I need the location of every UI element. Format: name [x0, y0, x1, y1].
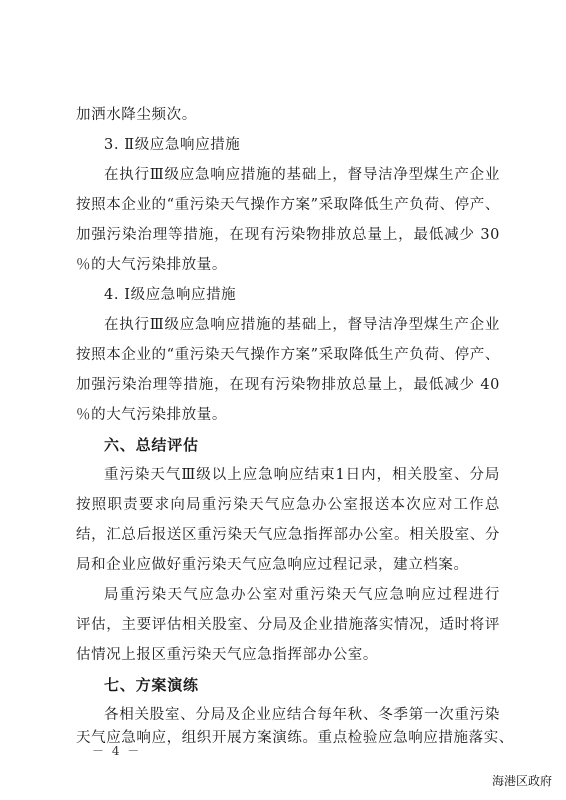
paragraph-line: 按照本企业的“重污染天气操作方案”采取降低生产负荷、停产、 [76, 347, 500, 363]
paragraph-line: 局重污染天气应急办公室对重污染天气应急响应过程进行 [104, 587, 500, 603]
paragraph-line: 加强污染治理等措施，在现有污染物排放总量上，最低减少 40 [76, 377, 500, 393]
section-heading: 六、总结评估 [104, 436, 199, 454]
paragraph-line: 在执行Ⅲ级应急响应措施的基础上，督导洁净型煤生产企业 [104, 167, 500, 183]
paragraph-line: ％的大气污染排放量。 [76, 407, 227, 423]
paragraph-line: 重污染天气Ⅲ级以上应急响应结束1日内，相关股室、分局 [104, 467, 500, 483]
paragraph-line: 各相关股室、分局及企业应结合每年秋、冬季第一次重污染 [104, 707, 500, 723]
paragraph-line: 在执行Ⅲ级应急响应措施的基础上，督导洁净型煤生产企业 [104, 317, 500, 333]
paragraph-line: 按照职责要求向局重污染天气应急办公室报送本次应对工作总 [76, 497, 500, 513]
subsection-heading: 3. Ⅱ级应急响应措施 [104, 137, 241, 153]
page-number: － 4 － [92, 744, 142, 758]
source-watermark: 海港区政府 [491, 774, 552, 788]
paragraph-line: 加洒水降尘频次。 [76, 107, 197, 123]
paragraph-line: 评估，主要评估相关股室、分局及企业措施落实情况，适时将评 [76, 617, 500, 633]
paragraph-line: 局和企业应做好重污染天气应急响应过程记录，建立档案。 [76, 557, 469, 573]
paragraph-line: 估情况上报区重污染天气应急指挥部办公室。 [76, 647, 378, 663]
paragraph-line: ％的大气污染排放量。 [76, 257, 227, 273]
subsection-heading: 4. Ⅰ级应急响应措施 [104, 287, 237, 303]
paragraph-line: 天气应急响应，组织开展方案演练。重点检验应急响应措施落实、 [76, 730, 514, 746]
paragraph-line: 按照本企业的“重污染天气操作方案”采取降低生产负荷、停产、 [76, 197, 500, 213]
paragraph-line: 加强污染治理等措施，在现有污染物排放总量上，最低减少 30 [76, 227, 500, 243]
paragraph-line: 结，汇总后报送区重污染天气应急指挥部办公室。相关股室、分 [76, 527, 500, 543]
section-heading: 七、方案演练 [104, 676, 199, 694]
